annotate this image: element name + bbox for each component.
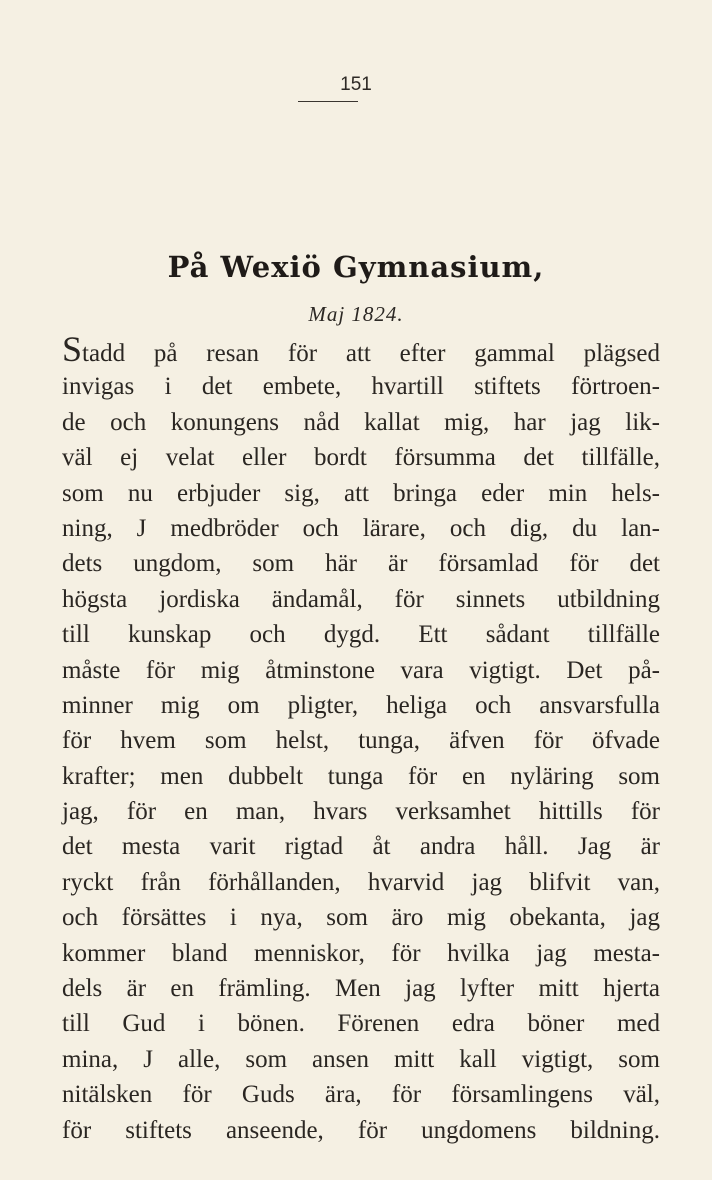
text-line: till Gud i bönen. Förenen edra böner med [62,1010,660,1038]
text-line: för stiftets anseende, för ungdomens bildning. [62,1116,660,1144]
drop-cap-initial: S [62,329,83,369]
page-number-rule [298,101,358,102]
text-line-1 [62,329,660,369]
section-date: Maj 1824. [308,302,404,326]
text-line: nitälsken för Guds ära, för församlingens väl, [62,1081,660,1109]
text-line: måste för mig åtminstone vara vigtigt. Det på- [62,656,660,684]
text-line: jag, för en man, hvars verksamhet hittills för [62,798,660,826]
text-line: ryckt från förhållanden, hvarvid jag blifvit van, [62,868,660,896]
body-text [62,329,660,1148]
text-line: minner mig om pligter, heliga och ansvarsfulla [62,691,660,719]
section-heading: På Wexiö Gymnasium, [167,250,545,284]
text-line: och försättes i nya, som äro mig obekanta, jag [62,904,660,932]
text-line: invigas i det embete, hvartill stiftets förtroen- [62,373,660,401]
text-line: för hvem som helst, tunga, äfven för öfvade [62,727,660,755]
text-line-content: tadd på resan för att efter gammal plägsed [82,340,660,367]
text-line: mina, J alle, som ansen mitt kall vigtigt, som [62,1045,660,1073]
text-line: dets ungdom, som här är församlad för det [62,550,660,578]
page-number: 151 [340,74,372,95]
text-line: kommer bland menniskor, för hvilka jag mesta- [62,939,660,967]
text-line: de och konungens nåd kallat mig, har jag lik- [62,408,660,436]
text-line: väl ej velat eller bordt försumma det tillfälle, [62,444,660,472]
text-line: krafter; men dubbelt tunga för en nyläring som [62,762,660,790]
text-line: det mesta varit rigtad åt andra håll. Jag är [62,833,660,861]
text-line: som nu erbjuder sig, att bringa eder min hels- [62,479,660,507]
text-line: dels är en främling. Men jag lyfter mitt hjerta [62,975,660,1003]
text-line: högsta jordiska ändamål, för sinnets utbildning [62,585,660,613]
text-line: ning, J medbröder och lärare, och dig, du lan- [62,514,660,542]
text-line: till kunskap och dygd. Ett sådant tillfälle [62,621,660,649]
